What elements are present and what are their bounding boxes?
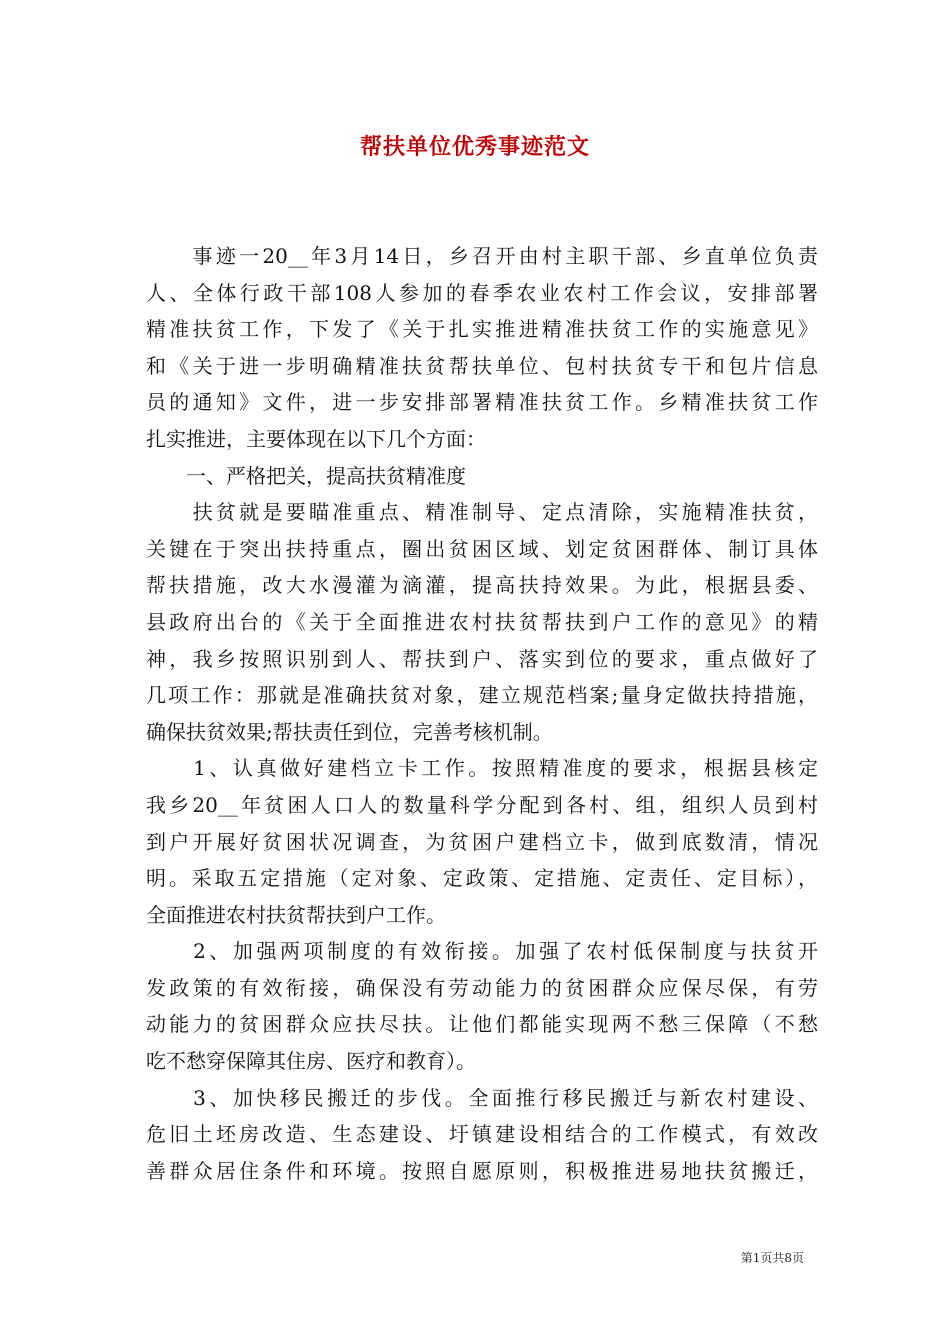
text-line: 关键在于突出扶持重点，圈出贫困区域、划定贫困群体、制订具体 <box>146 536 818 561</box>
text-line: 明。采取五定措施（定对象、定政策、定措施、定责任、定目标）， <box>146 866 818 891</box>
text-line: 危旧土坯房改造、生态建设、圩镇建设相结合的工作模式，有效改 <box>146 1122 818 1147</box>
text-line: 县政府出台的《关于全面推进农村扶贫帮扶到户工作的意见》的精 <box>146 609 818 634</box>
text-line: 到户开展好贫困状况调查，为贫困户建档立卡，做到底数清，情况 <box>146 829 818 854</box>
text-line: 和《关于进一步明确精准扶贫帮扶单位、包村扶贫专干和包片信息 <box>146 353 818 378</box>
text-line: 确保扶贫效果;帮扶责任到位，完善考核机制。 <box>146 719 553 744</box>
text-line: 精准扶贫工作，下发了《关于扎实推进精准扶贫工作的实施意见》 <box>146 317 818 342</box>
text-line: 帮扶措施，改大水漫灌为滴灌，提高扶持效果。为此，根据县委、 <box>146 573 818 598</box>
text-line: 3、加快移民搬迁的步伐。全面推行移民搬迁与新农村建设、 <box>146 1085 818 1110</box>
text-line: 扶贫就是要瞄准重点、精准制导、定点清除，实施精准扶贫， <box>146 500 818 525</box>
document-title: 帮扶单位优秀事迹范文 <box>359 134 590 160</box>
text-line: 一、严格把关，提高扶贫精准度 <box>146 463 466 488</box>
text-line: 我乡20__年贫困人口人的数量科学分配到各村、组，组织人员到村 <box>146 792 818 817</box>
text-line: 1、认真做好建档立卡工作。按照精准度的要求，根据县核定 <box>146 756 818 781</box>
page-number: 第1页共8页 <box>740 1251 804 1265</box>
text-line: 几项工作：那就是准确扶贫对象，建立规范档案;量身定做扶持措施， <box>146 683 818 708</box>
text-line: 动能力的贫困群众应扶尽扶。让他们都能实现两不愁三保障（不愁 <box>146 1012 818 1037</box>
text-line: 神，我乡按照识别到人、帮扶到户、落实到位的要求，重点做好了 <box>146 646 818 671</box>
text-line: 发政策的有效衔接，确保没有劳动能力的贫困群众应保尽保，有劳 <box>146 975 818 1000</box>
text-line: 善群众居住条件和环境。按照自愿原则，积极推进易地扶贫搬迁， <box>146 1158 818 1183</box>
text-line: 吃不愁穿保障其住房、医疗和教育）。 <box>146 1049 476 1074</box>
text-line: 员的通知》文件，进一步安排部署精准扶贫工作。乡精准扶贫工作 <box>146 390 818 415</box>
text-line: 事迹一20__年3月14日，乡召开由村主职干部、乡直单位负责 <box>146 244 818 268</box>
document-body <box>146 238 818 1189</box>
text-line: 人、全体行政干部108人参加的春季农业农村工作会议，安排部署 <box>146 280 818 305</box>
text-line: 全面推进农村扶贫帮扶到户工作。 <box>146 902 446 927</box>
text-line: 2、加强两项制度的有效衔接。加强了农村低保制度与扶贫开 <box>146 939 818 964</box>
text-line: 扎实推进，主要体现在以下几个方面： <box>146 426 486 451</box>
